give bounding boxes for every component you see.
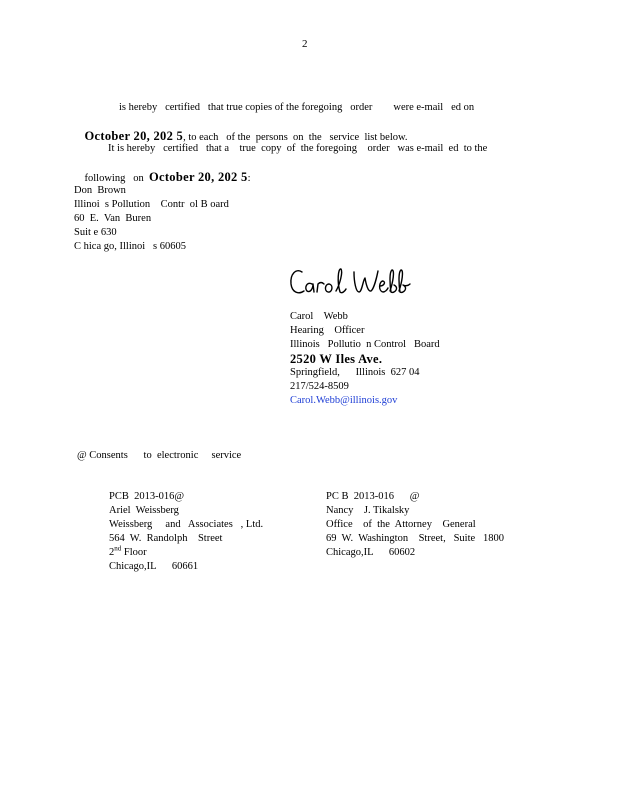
certificate-2-date: October 20, 202 5	[148, 170, 248, 184]
service-line: 69 W. Washington Street, Suite 1800	[326, 533, 505, 544]
certificate-1-line-1: is hereby certified that true copies of the foregoing order were e-mail ed on	[119, 102, 475, 113]
service-line: Office of the Attorney General	[326, 519, 476, 530]
address-line: 60 E. Van Buren	[74, 213, 152, 224]
address-line: Suit e 630	[74, 227, 117, 238]
signer-city: Springfield, Illinois 627 04	[290, 367, 420, 378]
service-line: Weissberg and Associates , Ltd.	[109, 519, 264, 530]
service-city: Chicago,IL 60661	[109, 561, 199, 572]
certificate-1-line-2-text: , to each of the persons on the service list below.	[183, 132, 408, 143]
signer-block	[290, 310, 440, 408]
service-case-number: PCB 2013-016@	[109, 491, 185, 502]
service-line: Ariel Weissberg	[109, 505, 179, 516]
consent-note: @ Consents to electronic service	[77, 450, 242, 461]
signer-title: Hearing Officer	[290, 325, 365, 336]
service-line: 564 W. Randolph Street	[109, 533, 223, 544]
service-city: Chicago,IL 60602	[326, 547, 416, 558]
handwritten-signature	[288, 264, 418, 304]
service-line: Nancy J. Tikalsky	[326, 505, 410, 516]
floor-number: 2	[109, 547, 115, 558]
signer-email-link[interactable]: Carol.Webb@illinois.gov	[290, 395, 398, 406]
certificate-2-line-2-start: following on	[84, 173, 149, 184]
certificate-1-date: October 20, 202 5	[84, 129, 184, 143]
floor-suffix: nd	[114, 544, 122, 553]
floor-word: Floor	[121, 547, 147, 558]
signer-street: 2520 W Iles Ave.	[290, 352, 383, 366]
address-line: Illinoi s Pollution Contr ol B oard	[74, 199, 229, 210]
signer-org: Illinois Pollutio n Control Board	[290, 339, 440, 350]
service-case-number: PC B 2013-016 @	[326, 491, 420, 502]
signer-phone: 217/524-8509	[290, 381, 349, 392]
service-entry-1	[109, 490, 263, 574]
address-line: C hica go, Illinoi s 60605	[74, 241, 186, 252]
signer-name: Carol Webb	[290, 311, 348, 322]
certificate-2-line-2-end: :	[247, 173, 251, 184]
page-number: 2	[302, 38, 308, 50]
service-floor	[109, 546, 263, 560]
certificate-2-line-1: It is hereby certified that a true copy of the foregoing order was e-mail ed to the	[108, 143, 488, 154]
address-line: Don Brown	[74, 185, 126, 196]
service-entry-2	[326, 490, 504, 560]
recipient-address	[74, 184, 229, 254]
